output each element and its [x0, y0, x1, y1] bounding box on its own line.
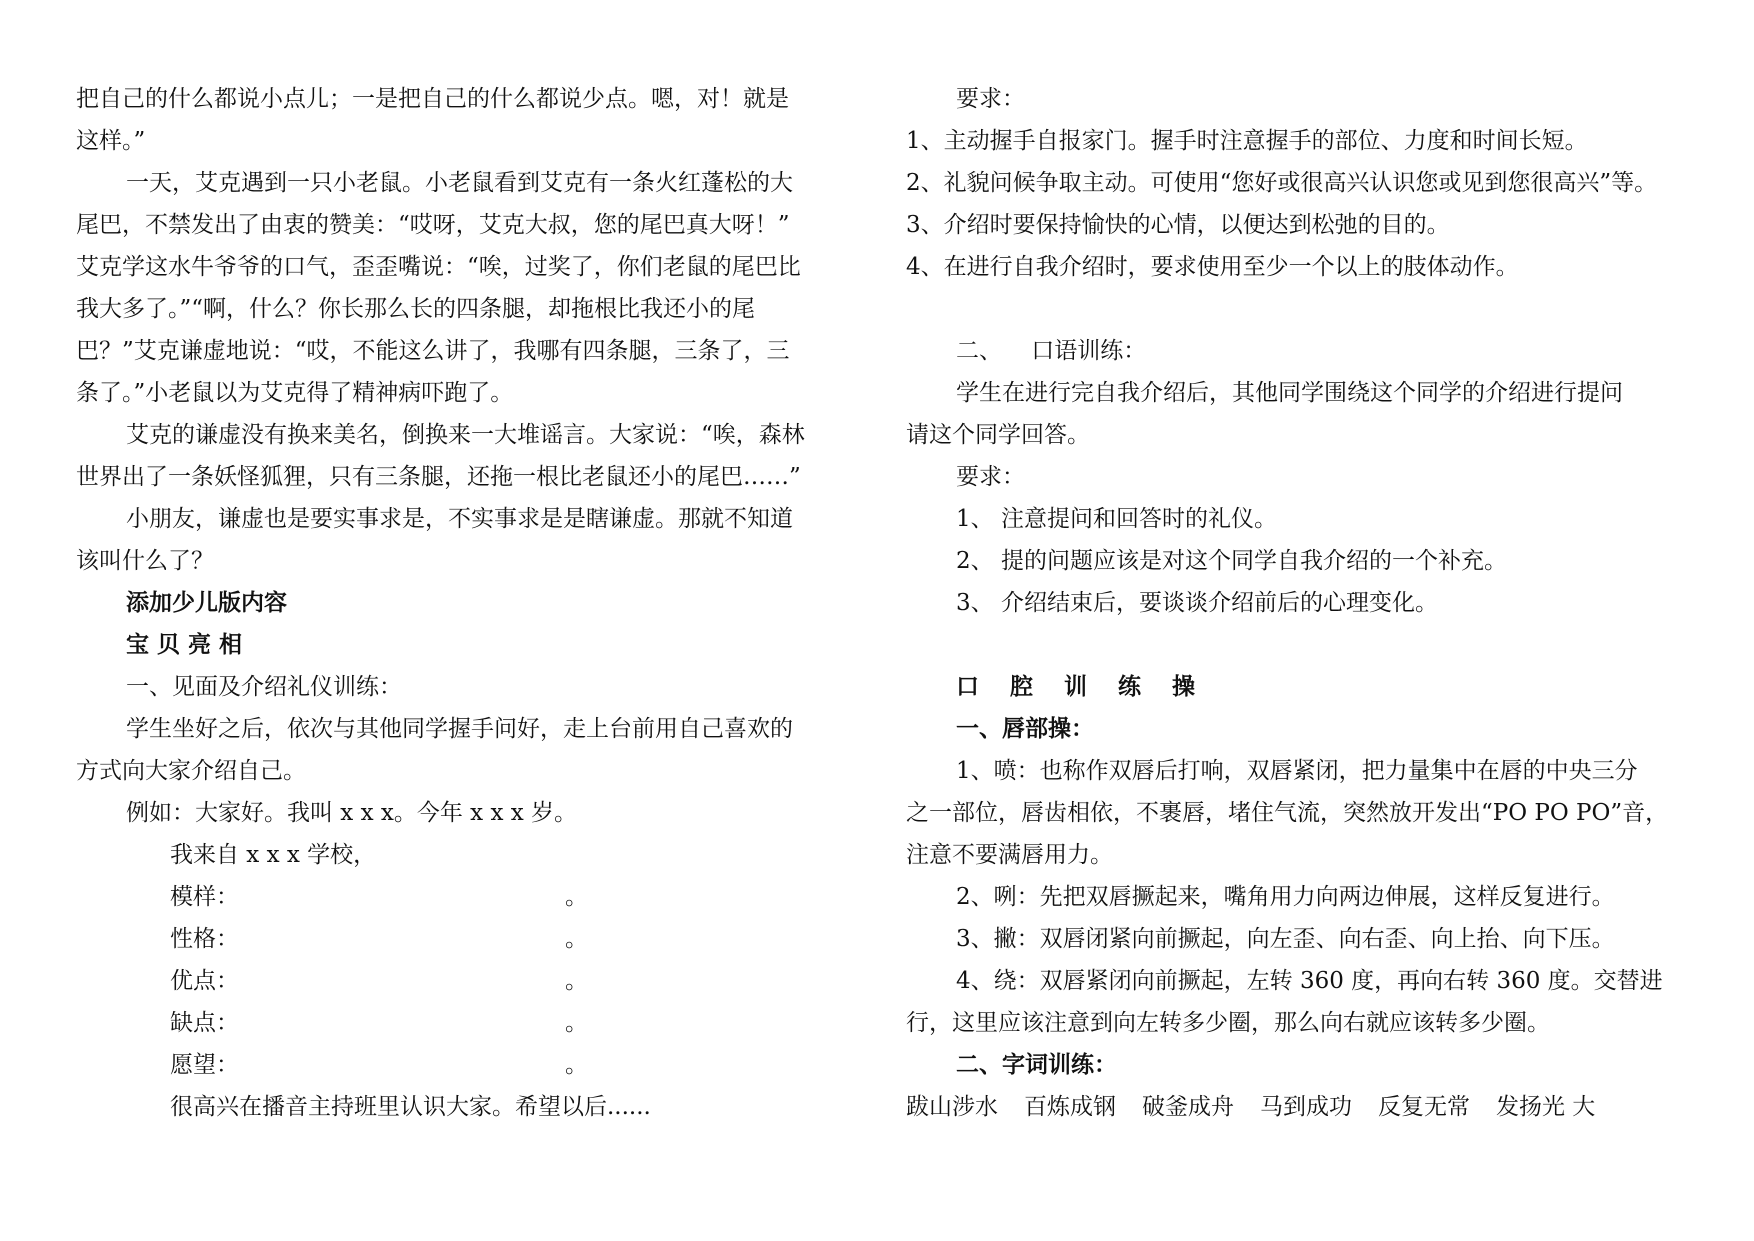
field-end: 。 — [565, 1010, 588, 1036]
intro-line: 方式向大家介绍自己。 — [76, 758, 306, 784]
item-number: 3、 — [956, 590, 994, 616]
field-label: 性格： — [170, 926, 239, 952]
word-item: 反复无常 — [1378, 1094, 1470, 1120]
requirements-title: 要求： — [956, 464, 1025, 490]
fill-in-field — [76, 1002, 876, 1044]
requirement-item: 3、介绍时要保持愉快的心情，以便达到松弛的目的。 — [906, 212, 1450, 238]
story-line: 世界出了一条妖怪狐狸，只有三条腿，还拖一根比老鼠还小的尾巴……” — [76, 464, 801, 490]
fill-in-field — [76, 876, 876, 918]
fill-in-field — [76, 1044, 876, 1086]
lip-line: 行，这里应该注意到向左转多少圈，那么向右就应该转多少圈。 — [906, 1010, 1550, 1036]
lip-line: 3、撇：双唇闭紧向前撅起，向左歪、向右歪、向上抬、向下压。 — [956, 926, 1615, 952]
left-column — [76, 78, 876, 1128]
right-column — [906, 78, 1696, 1128]
oral-line: 请这个同学回答。 — [906, 422, 1090, 448]
story-line: 把自己的什么都说小点儿；一是把自己的什么都说少点。嗯，对！就是 — [76, 86, 789, 112]
lip-line: 4、绕：双唇紧闭向前撅起，左转 360 度，再向右转 360 度。交替进 — [956, 968, 1663, 994]
school-line: 我来自 x x x 学校， — [170, 842, 377, 868]
word-item: 跋山涉水 — [906, 1094, 998, 1120]
lip-line: 2、咧：先把双唇撅起来，嘴角用力向两边伸展，这样反复进行。 — [956, 884, 1615, 910]
field-label: 优点： — [170, 968, 239, 994]
word-item: 百炼成钢 — [1024, 1094, 1116, 1120]
word-list — [906, 1086, 1696, 1128]
item-number: 2、 — [956, 548, 994, 574]
heading-lip-exercise: 一、唇部操： — [956, 715, 1094, 742]
field-end: 。 — [565, 884, 588, 910]
story-line: 该叫什么了？ — [76, 548, 214, 574]
story-line: 尾巴，不禁发出了由衷的赞美：“哎呀，艾克大叔，您的尾巴真大呀！” — [76, 212, 790, 238]
intro-line: 学生坐好之后，依次与其他同学握手问好，走上台前用自己喜欢的 — [126, 716, 793, 742]
story-line: 条了。”小老鼠以为艾克得了精神病吓跑了。 — [76, 380, 514, 406]
story-line: 我大多了。”“啊，什么？你长那么长的四条腿，却拖根比我还小的尾 — [76, 296, 756, 322]
field-end: 。 — [565, 926, 588, 952]
heading-oral-exercise: 口 腔 训 练 操 — [956, 673, 1207, 700]
fill-in-field — [76, 960, 876, 1002]
requirement-item: 4、在进行自我介绍时，要求使用至少一个以上的肢体动作。 — [906, 254, 1519, 280]
oral-requirement — [906, 540, 1696, 582]
story-line: 巴？”艾克谦虚地说：“哎，不能这么讲了，我哪有四条腿，三条了，三 — [76, 338, 790, 364]
field-label: 愿望： — [170, 1052, 239, 1078]
word-item: 马到成功 — [1260, 1094, 1352, 1120]
example-line: 例如：大家好。我叫 x x x。今年 x x x 岁。 — [126, 800, 578, 826]
spacer — [906, 288, 1696, 330]
item-text: 介绍结束后，要谈谈介绍前后的心理变化。 — [1001, 590, 1438, 616]
field-end: 。 — [565, 1052, 588, 1078]
story-line: 艾克学这水牛爷爷的口气，歪歪嘴说：“唉，过奖了，你们老鼠的尾巴比 — [76, 254, 801, 280]
field-end: 。 — [565, 968, 588, 994]
item-text: 注意提问和回答时的礼仪。 — [1001, 506, 1277, 532]
item-number: 1、 — [956, 506, 994, 532]
oral-requirement — [906, 582, 1696, 624]
heading-word-training: 二、字词训练： — [956, 1051, 1117, 1078]
story-line: 一天，艾克遇到一只小老鼠。小老鼠看到艾克有一条火红蓬松的大 — [126, 170, 793, 196]
oral-requirement — [906, 498, 1696, 540]
closing-line: 很高兴在播音主持班里认识大家。希望以后...... — [170, 1094, 651, 1120]
requirements-title: 要求： — [956, 86, 1025, 112]
requirement-item: 2、礼貌问候争取主动。可使用“您好或很高兴认识您或见到您很高兴”等。 — [906, 170, 1658, 196]
item-text: 提的问题应该是对这个同学自我介绍的一个补充。 — [1001, 548, 1507, 574]
field-label: 模样： — [170, 884, 239, 910]
oral-line: 学生在进行完自我介绍后，其他同学围绕这个同学的介绍进行提问 — [956, 380, 1623, 406]
story-line: 艾克的谦虚没有换来美名，倒换来一大堆谣言。大家说：“唉，森林 — [126, 422, 805, 448]
word-item: 破釜成舟 — [1142, 1094, 1234, 1120]
story-line: 小朋友，谦虚也是要实事求是，不实事求是是瞎谦虚。那就不知道 — [126, 506, 793, 532]
requirement-item: 1、主动握手自报家门。握手时注意握手的部位、力度和时间长短。 — [906, 128, 1588, 154]
word-item: 发扬光 大 — [1496, 1094, 1596, 1120]
fill-in-field — [76, 918, 876, 960]
heading-baobei-liangxiang: 宝 贝 亮 相 — [126, 631, 243, 658]
section-two-title: 二、 口语训练： — [956, 338, 1147, 364]
lip-line: 1、喷：也称作双唇后打响，双唇紧闭，把力量集中在唇的中央三分 — [956, 758, 1638, 784]
section-one-title: 一、见面及介绍礼仪训练： — [126, 674, 402, 700]
spacer — [906, 624, 1696, 666]
lip-line: 注意不要满唇用力。 — [906, 842, 1113, 868]
field-label: 缺点： — [170, 1010, 239, 1036]
heading-add-content: 添加少儿版内容 — [126, 589, 287, 616]
story-line: 这样。” — [76, 128, 146, 154]
lip-line: 之一部位，唇齿相依，不裹唇，堵住气流，突然放开发出“PO PO PO”音， — [906, 800, 1669, 826]
